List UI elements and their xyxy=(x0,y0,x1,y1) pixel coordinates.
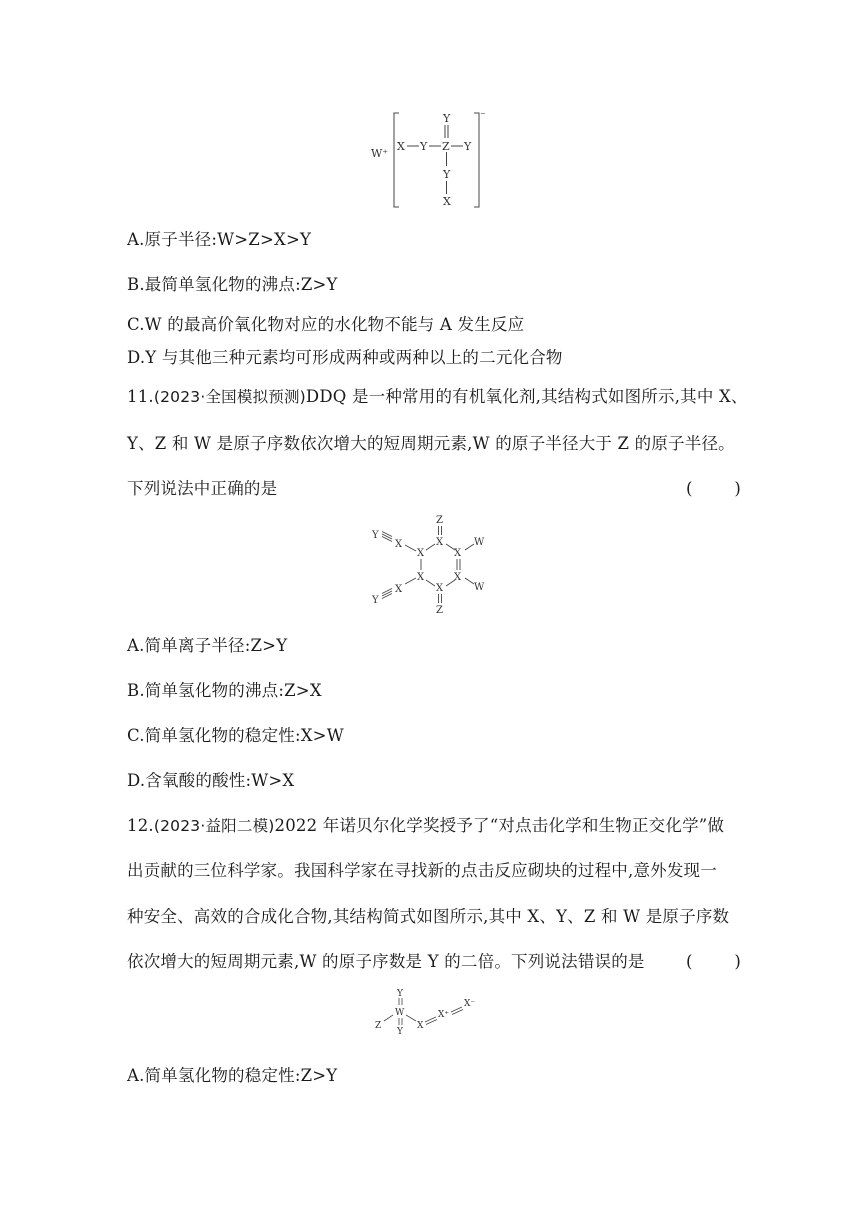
q12-answer-paren: ( ) xyxy=(686,952,744,971)
q12-text-1: 2022 年诺贝尔化学奖授予了“对点击化学和生物正交化学”做 xyxy=(274,816,725,835)
atom-x-ring-upper-left: X xyxy=(417,548,425,559)
q10-option-b: B.最简单氢化物的沸点:Z>Y xyxy=(127,275,338,294)
atom-z-left: Z xyxy=(375,1021,382,1031)
left-bracket xyxy=(394,113,399,207)
q12-stem-line-1 xyxy=(127,815,724,837)
q11-answer-paren: ( ) xyxy=(686,479,744,498)
atom-x-cn-lower: X xyxy=(395,584,403,595)
atom-y-right: Y xyxy=(464,140,472,153)
atom-x-ring-bottom: X xyxy=(436,583,444,594)
atom-w-center: W xyxy=(395,1008,405,1018)
atom-x-ring-lower-left: X xyxy=(417,572,425,583)
atom-x-ring-top: X xyxy=(436,537,444,548)
atom-y-top: Y xyxy=(443,112,451,125)
atom-w-plus: W⁺ xyxy=(371,147,389,160)
q11-option-b: B.简单氢化物的沸点:Z>X xyxy=(127,681,322,700)
q12-option-a: A.简单氢化物的稳定性:Z>Y xyxy=(127,1066,338,1085)
q10-option-d: D.Y 与其他三种元素均可形成两种或两种以上的二元化合物 xyxy=(127,348,563,367)
atom-x-ring-lower-right: X xyxy=(454,572,462,583)
q12-number: 12. xyxy=(127,816,154,835)
atom-x-first: X xyxy=(417,1021,424,1031)
q11-stem-line-1 xyxy=(127,386,748,408)
q11-option-d: D.含氧酸的酸性:W>X xyxy=(127,771,295,790)
atom-y-bottom: Y xyxy=(443,168,451,181)
q12-stem-line-2: 出贡献的三位科学家。我国科学家在寻找新的点击反应砌块的过程中,意外发现一 xyxy=(127,861,717,880)
q12-stem-line-3: 种安全、高效的合成化合物,其结构简式如图所示,其中 X、Y、Z 和 W 是原子序数 xyxy=(127,907,730,926)
atom-x-ring-upper-right: X xyxy=(454,548,462,559)
structure-figure-1 xyxy=(365,108,495,214)
q11-source: (2023·全国模拟预测) xyxy=(153,388,306,406)
atom-y-top: Y xyxy=(397,989,403,999)
q11-option-a: A.简单离子半径:Z>Y xyxy=(127,636,288,655)
q11-option-c: C.简单氢化物的稳定性:X>W xyxy=(127,726,344,745)
atom-w-upper: W xyxy=(474,537,485,548)
atom-z-center: Z xyxy=(442,140,450,153)
atom-y-bottom: Y xyxy=(397,1027,403,1037)
atom-y-cn-upper: Y xyxy=(372,530,379,541)
q11-stem-line-2: Y、Z 和 W 是原子序数依次增大的短周期元素,W 的原子半径大于 Z 的原子半径。 xyxy=(127,434,735,453)
atom-x-minus: X⁻ xyxy=(464,999,476,1009)
atom-x-bottom: X xyxy=(443,195,451,208)
q11-text-1: DDQ 是一种常用的有机氧化剂,其结构式如图所示,其中 X、 xyxy=(305,387,748,406)
atom-y-cn-lower: Y xyxy=(372,595,379,606)
atom-y-left: Y xyxy=(420,140,428,153)
q10-option-c: C.W 的最高价氧化物对应的水化物不能与 A 发生反应 xyxy=(127,315,525,334)
right-bracket xyxy=(474,113,479,207)
charge-minus: ⁻ xyxy=(480,109,486,122)
atom-w-lower: W xyxy=(474,582,485,593)
atom-x-cn-upper: X xyxy=(395,539,403,550)
q12-source: (2023·益阳二模) xyxy=(153,817,275,835)
structure-figure-2 xyxy=(368,512,498,618)
q11-number: 11. xyxy=(127,387,154,406)
structure-figure-3 xyxy=(372,984,492,1046)
q10-option-a: A.原子半径:W>Z>X>Y xyxy=(127,230,312,249)
q12-stem-line-4: 依次增大的短周期元素,W 的原子序数是 Y 的二倍。下列说法错误的是 xyxy=(127,952,645,971)
atom-z-top: Z xyxy=(436,515,443,526)
atom-x-left: X xyxy=(397,140,405,153)
atom-x-plus: X⁺ xyxy=(438,1010,450,1020)
atom-z-bottom: Z xyxy=(436,605,443,616)
q11-stem-line-3: 下列说法中正确的是 xyxy=(127,479,278,498)
